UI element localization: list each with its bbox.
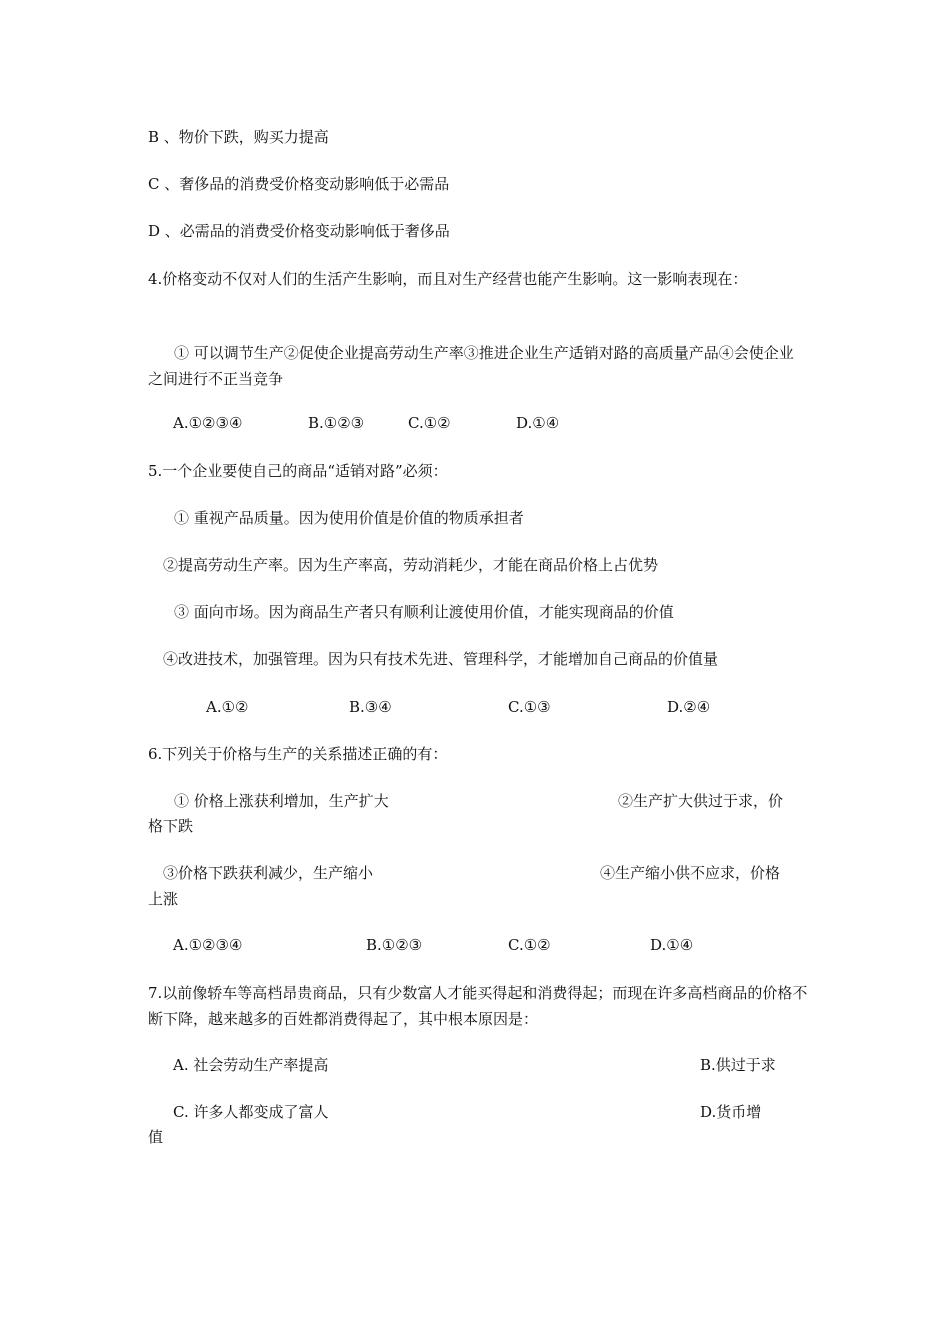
q6-item-3: ③价格下跌获利减少，生产缩小 (163, 864, 374, 882)
q3-option-d: D 、必需品的消费受价格变动影响低于奢侈品 (148, 222, 450, 240)
q7-option-c: C. 许多人都变成了富人 (173, 1103, 329, 1121)
q5-stem: 5.一个企业要使自己的商品“适销对路”必须： (148, 462, 448, 480)
q5-item-4: ④改进技术，加强管理。因为只有技术先进、管理科学，才能增加自己商品的价值量 (163, 650, 719, 668)
q6-item-2: ②生产扩大供过于求，价 (618, 792, 784, 810)
q6-item-2-cont: 格下跌 (148, 817, 194, 835)
q7-option-b: B.供过于求 (700, 1056, 776, 1074)
q6-option-a: A.①②③④ (173, 936, 243, 954)
q6-option-d: D.①④ (650, 936, 694, 954)
q6-item-1: ① 价格上涨获利增加，生产扩大 (174, 792, 389, 810)
q5-option-b: B.③④ (349, 698, 392, 716)
q3-option-b: B 、物价下跌，购买力提高 (148, 128, 329, 146)
q3-option-c: C 、奢侈品的消费受价格变动影响低于必需品 (148, 175, 450, 193)
q5-item-2: ②提高劳动生产率。因为生产率高，劳动消耗少，才能在商品价格上占优势 (163, 556, 659, 574)
q4-stem: 4.价格变动不仅对人们的生活产生影响，而且对生产经营也能产生影响。这一影响表现在： (148, 270, 748, 288)
q7-stem: 7.以前像轿车等高档昂贵商品，只有少数富人才能买得起和消费得起；而现在许多高档商品的价格不断下降，越来越多的百姓都消费得起了，其中根本原因是： (148, 984, 808, 1028)
q5-item-3: ③ 面向市场。因为商品生产者只有顺利让渡使用价值，才能实现商品的价值 (174, 603, 674, 621)
q6-item-4-cont: 上涨 (148, 890, 179, 908)
q4-items: ① 可以调节生产②促使企业提高劳动生产率③推进企业生产适销对路的高质量产品④会使企业之间进行不正当竞争 (148, 344, 794, 388)
q7-option-d: D.货币增 (700, 1103, 762, 1121)
q4-option-a: A.①②③④ (173, 414, 243, 432)
q7-option-d-cont: 值 (148, 1128, 164, 1146)
q6-option-c: C.①② (508, 936, 551, 954)
q5-option-a: A.①② (206, 698, 249, 716)
q6-option-b: B.①②③ (366, 936, 423, 954)
q5-option-c: C.①③ (508, 698, 551, 716)
q4-option-c: C.①② (408, 414, 451, 432)
q5-option-d: D.②④ (667, 698, 711, 716)
q7-option-a: A. 社会劳动生产率提高 (173, 1056, 329, 1074)
q4-option-b: B.①②③ (308, 414, 365, 432)
q6-item-4: ④生产缩小供不应求，价格 (600, 864, 781, 882)
q5-item-1: ① 重视产品质量。因为使用价值是价值的物质承担者 (174, 509, 524, 527)
q6-stem: 6.下列关于价格与生产的关系描述正确的有： (148, 745, 448, 763)
q4-option-d: D.①④ (516, 414, 560, 432)
